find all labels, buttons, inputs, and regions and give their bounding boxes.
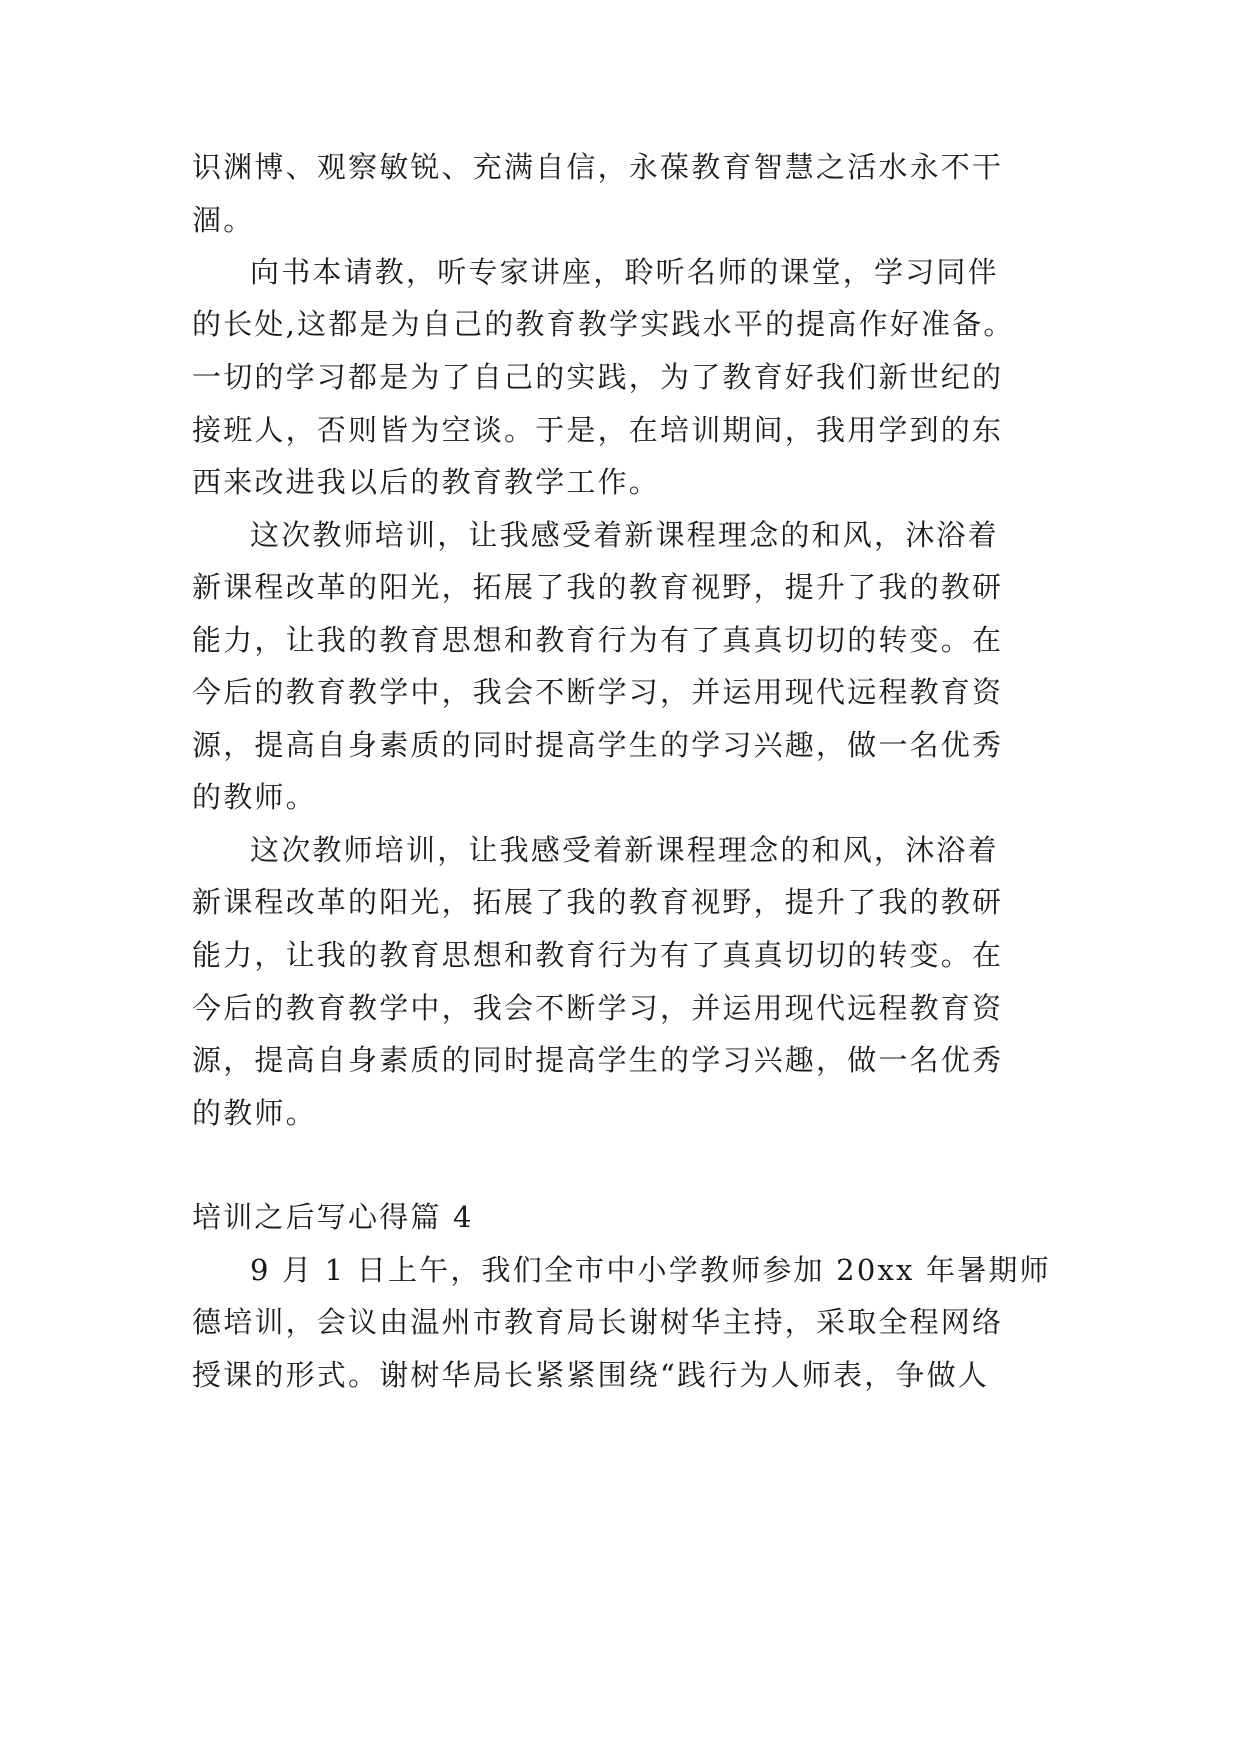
- paragraph-start-line: 9 月 1 日上午，我们全市中小学教师参加 20xx 年暑期师: [250, 1253, 1051, 1287]
- text-line: 今后的教育教学中，我会不断学习，并运用现代远程教育资: [192, 675, 1004, 709]
- text-line: 一切的学习都是为了自己的实践，为了教育好我们新世纪的: [192, 360, 1004, 394]
- text-line: 新课程改革的阳光，拓展了我的教育视野，提升了我的教研: [192, 885, 1004, 919]
- text-line: 识渊博、观察敏锐、充满自信，永葆教育智慧之活水永不干: [192, 150, 1004, 184]
- paragraph-start-line: 这次教师培训，让我感受着新课程理念的和风，沐浴着: [250, 833, 999, 867]
- text-line: 西来改进我以后的教育教学工作。: [192, 465, 661, 499]
- text-line: 德培训，会议由温州市教育局长谢树华主持，采取全程网络: [192, 1305, 1004, 1339]
- text-line: 的教师。: [192, 780, 317, 814]
- text-line: 源，提高自身素质的同时提高学生的学习兴趣，做一名优秀: [192, 1043, 1004, 1077]
- text-line: 的教师。: [192, 1096, 317, 1130]
- paragraph-start-line: 这次教师培训，让我感受着新课程理念的和风，沐浴着: [250, 518, 999, 552]
- section-heading: 培训之后写心得篇 4: [192, 1200, 474, 1234]
- text-line: 新课程改革的阳光，拓展了我的教育视野，提升了我的教研: [192, 570, 1004, 604]
- paragraph-start-line: 向书本请教，听专家讲座，聆听名师的课堂，学习同伴: [250, 255, 999, 289]
- text-line: 的长处,这都是为自己的教育教学实践水平的提高作好准备。: [192, 307, 1015, 341]
- text-line: 源，提高自身素质的同时提高学生的学习兴趣，做一名优秀: [192, 728, 1004, 762]
- text-line: 接班人，否则皆为空谈。于是，在培训期间，我用学到的东: [192, 413, 1004, 447]
- text-line: 能力，让我的教育思想和教育行为有了真真切切的转变。在: [192, 938, 1004, 972]
- text-line: 授课的形式。谢树华局长紧紧围绕“践行为人师表，争做人: [192, 1358, 990, 1392]
- text-line: 今后的教育教学中，我会不断学习，并运用现代远程教育资: [192, 991, 1004, 1025]
- text-line: 能力，让我的教育思想和教育行为有了真真切切的转变。在: [192, 623, 1004, 657]
- text-line: 涸。: [192, 203, 255, 237]
